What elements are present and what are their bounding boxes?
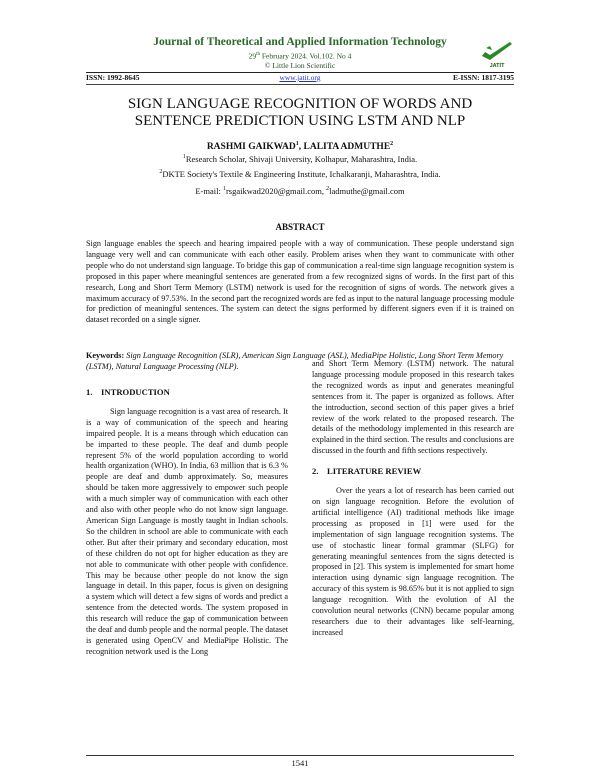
keywords: Keywords: Sign Language Recognition (SLR), American Sign Language (ASL), MediaPipe Holistic, Long Short Term Memory (LSTM), Natural Language Processing (NLP). [86,351,504,371]
introduction-text: Sign language recognition is a vast area of research. It is a way of communication of the speech and hearing impaired people. It is a means through which education can be imparted to these people. The deaf and dumb people represent 5% of the world population according to world health organization (WHO). In India, 63 million that is 6.3 % people are deaf and dumb approximately. So, measures should be taken more aggressively to empower such people with a much simpler way of communication with each other and also with other people who do not know sign language. American Sign Language is mostly taught in Indian schools. So the children in school are able to communicate with each other. But after their primary and secondary education, most of these children do not opt for higher education as they are not able to communicate with other people with confidence. This may be because other people do not know the sign language in detail. In this paper, focus is given on designing a system which will detect a few signs of words and predict a sentence from the detected words. The system proposed in this research will reduce the gap of communication between the deaf and dumb people and the normal people. The dataset is generated using OpenCV and MediaPipe Holistic. The recognition network used is the Long [86,406,288,656]
authors: RASHMI GAIKWAD$^1$, LALITA ADMUTHE$^2$ [206,141,394,153]
issn: ISSN: 1992-8645 [86,73,140,82]
journal-title: Journal of Theoretical and Applied Information Technology [153,36,447,48]
right-column [312,359,514,639]
abstract-heading: ABSTRACT [275,222,325,232]
literature-review-text: Over the years a lot of research has been carried out on sign language recognition. Before the evolution of artificial intelligence (AI) traditional methods like image processing as proposed in [1] were used for the implementation of sign language recognition systems. The use of stochastic linear formal grammar (SLFG) for generating meaningful sentences from the signs detected is proposed in [2]. This system is implemented for smart home interaction using dynamic sign language recognition. The accuracy of this system is 98.65% but it is not applied to sign language recognition. With the evolution of AI the convolution neural networks (CNN) became popular among researchers due to their advantages like self-learning, increased [312,486,514,637]
left-column [86,387,288,658]
footer-rule [86,755,514,756]
journal-url-link[interactable]: www.jatit.org [279,73,321,82]
abstract-text: Sign language enables the speech and hearing impaired people with a way of communication. These people understand sign language very well and can communicate with each other easily. Problem arises when they want to communicate with other people who do not understand sign language. To bridge this gap of communication a real-time sign language recognition system is proposed in this paper where meaningful sentences are generated from a few recognized signs of words. In the first part of this research, Long and Short Term Memory (LSTM) network is used for the recognition of signs of words. The network gives a maximum accuracy of 97.53%. In the second part the recognized words are fed as input to the natural language processing module for prediction of meaningful sentences. The system can detect the signs performed by different signers even if it is trained on dataset recorded on a single signer. [86,239,514,325]
svg-text:JATIT: JATIT [489,63,505,68]
section-heading-literature-review: 2. LITERATURE REVIEW [312,466,422,477]
issue-date: 29th February 2024. Vol.102. No 4 [248,51,352,61]
author-emails: E-mail: $^1$rsgaikwad2020@gmail.com, $^2$ladmuthe@gmail.com [195,186,405,196]
jatit-logo [480,38,514,68]
page-number: 1541 [291,758,309,768]
section-heading-introduction: 1. INTRODUCTION [86,387,170,397]
eissn: E-ISSN: 1817-3195 [452,73,514,82]
header-rule-bottom [86,84,514,85]
paper-title: SIGN LANGUAGE RECOGNITION OF WORDS AND SENTENCE PREDICTION USING LSTM AND NLP [127,96,473,129]
affiliation-1: $^1$Research Scholar, Shivaji University, Kolhapur, Maharashtra, India. [182,154,418,164]
affiliation-2: $^2$DKTE Society's Textile & Engineering Institute, Ichalkaranji, Maharashtra, India. [159,169,441,179]
copyright: © Little Lion Scientific [264,60,336,70]
introduction-continued: and Short Term Memory (LSTM) network. The natural language processing module proposed in this research takes the recognized words as input and generates meaningful sentences from it. The paper is organized as follows. After the introduction, second section of this paper gives a brief review of the work related to the proposed research. The details of the methodology implemented in this research are explained in the third section. The results and conclusions are discussed in the fourth and fifth sections respectively. [312,359,514,456]
